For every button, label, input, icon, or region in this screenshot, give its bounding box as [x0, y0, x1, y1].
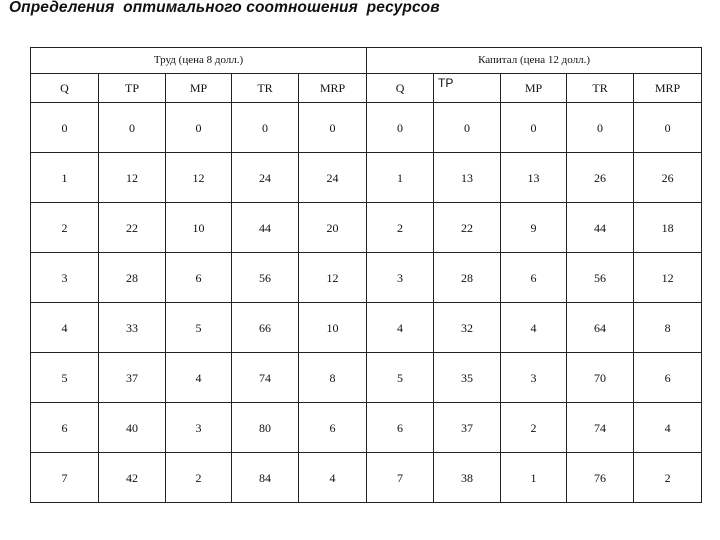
cell-tp-labor: 40	[99, 403, 166, 453]
cell-mrp-labor: 6	[299, 403, 367, 453]
cell-tr-labor: 84	[232, 453, 299, 503]
cell-mrp-capital: 2	[634, 453, 702, 503]
cell-tp-capital: 32	[434, 303, 501, 353]
cell-q-labor: 6	[31, 403, 99, 453]
cell-q-labor: 5	[31, 353, 99, 403]
table-row	[31, 453, 702, 503]
cell-mrp-capital: 12	[634, 253, 702, 303]
cell-mp-labor: 5	[166, 303, 232, 353]
cell-tp-labor: 42	[99, 453, 166, 503]
cell-tr-capital: 70	[567, 353, 634, 403]
cell-mp-labor: 0	[166, 103, 232, 153]
cell-q-capital: 5	[367, 353, 434, 403]
cell-tr-capital: 44	[567, 203, 634, 253]
table-row	[31, 353, 702, 403]
cell-mrp-labor: 24	[299, 153, 367, 203]
col-header-tr-labor: TR	[232, 74, 299, 103]
cell-mp-labor: 4	[166, 353, 232, 403]
cell-mp-labor: 12	[166, 153, 232, 203]
cell-tp-labor: 0	[99, 103, 166, 153]
cell-mrp-capital: 18	[634, 203, 702, 253]
cell-q-capital: 2	[367, 203, 434, 253]
col-header-tp-labor: TP	[99, 74, 166, 103]
cell-mp-labor: 3	[166, 403, 232, 453]
cell-q-capital: 1	[367, 153, 434, 203]
cell-tp-capital: 13	[434, 153, 501, 203]
cell-tp-capital: 38	[434, 453, 501, 503]
table-row	[31, 403, 702, 453]
cell-mrp-labor: 10	[299, 303, 367, 353]
cell-mp-capital: 0	[501, 103, 567, 153]
cell-mp-labor: 2	[166, 453, 232, 503]
cell-tp-labor: 12	[99, 153, 166, 203]
cell-mrp-labor: 20	[299, 203, 367, 253]
cell-q-labor: 0	[31, 103, 99, 153]
cell-mp-capital: 3	[501, 353, 567, 403]
cell-q-labor: 1	[31, 153, 99, 203]
cell-tr-capital: 0	[567, 103, 634, 153]
cell-tp-capital: 22	[434, 203, 501, 253]
cell-tr-labor: 44	[232, 203, 299, 253]
page-title: Определения оптимального соотношения ресурсов	[9, 0, 440, 16]
col-header-q-labor: Q	[31, 74, 99, 103]
column-header-row	[31, 74, 702, 103]
table-row	[31, 153, 702, 203]
cell-mp-capital: 2	[501, 403, 567, 453]
table-row	[31, 203, 702, 253]
cell-mrp-labor: 0	[299, 103, 367, 153]
cell-mrp-capital: 26	[634, 153, 702, 203]
cell-mrp-capital: 4	[634, 403, 702, 453]
cell-mrp-capital: 6	[634, 353, 702, 403]
cell-tr-labor: 56	[232, 253, 299, 303]
cell-mp-capital: 6	[501, 253, 567, 303]
cell-tp-labor: 37	[99, 353, 166, 403]
cell-tr-labor: 0	[232, 103, 299, 153]
col-header-mrp-capital: MRP	[634, 74, 702, 103]
col-header-mp-capital: MP	[501, 74, 567, 103]
col-header-tr-capital: TR	[567, 74, 634, 103]
cell-tp-capital: 35	[434, 353, 501, 403]
cell-tr-capital: 76	[567, 453, 634, 503]
col-header-tp-capital: TP	[434, 74, 501, 103]
cell-mrp-capital: 8	[634, 303, 702, 353]
cell-tr-capital: 74	[567, 403, 634, 453]
cell-tr-capital: 64	[567, 303, 634, 353]
cell-mp-labor: 10	[166, 203, 232, 253]
cell-tr-labor: 74	[232, 353, 299, 403]
cell-mrp-capital: 0	[634, 103, 702, 153]
cell-q-capital: 6	[367, 403, 434, 453]
cell-q-labor: 2	[31, 203, 99, 253]
group-header-row	[31, 48, 702, 74]
cell-tp-labor: 22	[99, 203, 166, 253]
resource-ratio-table	[30, 47, 702, 503]
col-header-q-capital: Q	[367, 74, 434, 103]
cell-q-capital: 3	[367, 253, 434, 303]
col-header-mrp-labor: MRP	[299, 74, 367, 103]
labor-group-header: Труд (цена 8 долл.)	[31, 48, 367, 74]
cell-tp-capital: 28	[434, 253, 501, 303]
cell-mp-capital: 4	[501, 303, 567, 353]
cell-mp-labor: 6	[166, 253, 232, 303]
cell-tr-labor: 66	[232, 303, 299, 353]
cell-tr-capital: 26	[567, 153, 634, 203]
cell-mrp-labor: 4	[299, 453, 367, 503]
cell-mrp-labor: 8	[299, 353, 367, 403]
table-row	[31, 253, 702, 303]
cell-tr-capital: 56	[567, 253, 634, 303]
cell-q-capital: 7	[367, 453, 434, 503]
capital-group-header: Капитал (цена 12 долл.)	[367, 48, 702, 74]
cell-q-capital: 0	[367, 103, 434, 153]
table-row	[31, 103, 702, 153]
cell-q-labor: 7	[31, 453, 99, 503]
table-row	[31, 303, 702, 353]
cell-tp-labor: 28	[99, 253, 166, 303]
cell-tp-labor: 33	[99, 303, 166, 353]
cell-mp-capital: 13	[501, 153, 567, 203]
cell-tr-labor: 80	[232, 403, 299, 453]
cell-mp-capital: 1	[501, 453, 567, 503]
cell-tr-labor: 24	[232, 153, 299, 203]
cell-q-labor: 4	[31, 303, 99, 353]
cell-q-labor: 3	[31, 253, 99, 303]
cell-mrp-labor: 12	[299, 253, 367, 303]
cell-mp-capital: 9	[501, 203, 567, 253]
col-header-mp-labor: MP	[166, 74, 232, 103]
cell-tp-capital: 0	[434, 103, 501, 153]
cell-tp-capital: 37	[434, 403, 501, 453]
cell-q-capital: 4	[367, 303, 434, 353]
